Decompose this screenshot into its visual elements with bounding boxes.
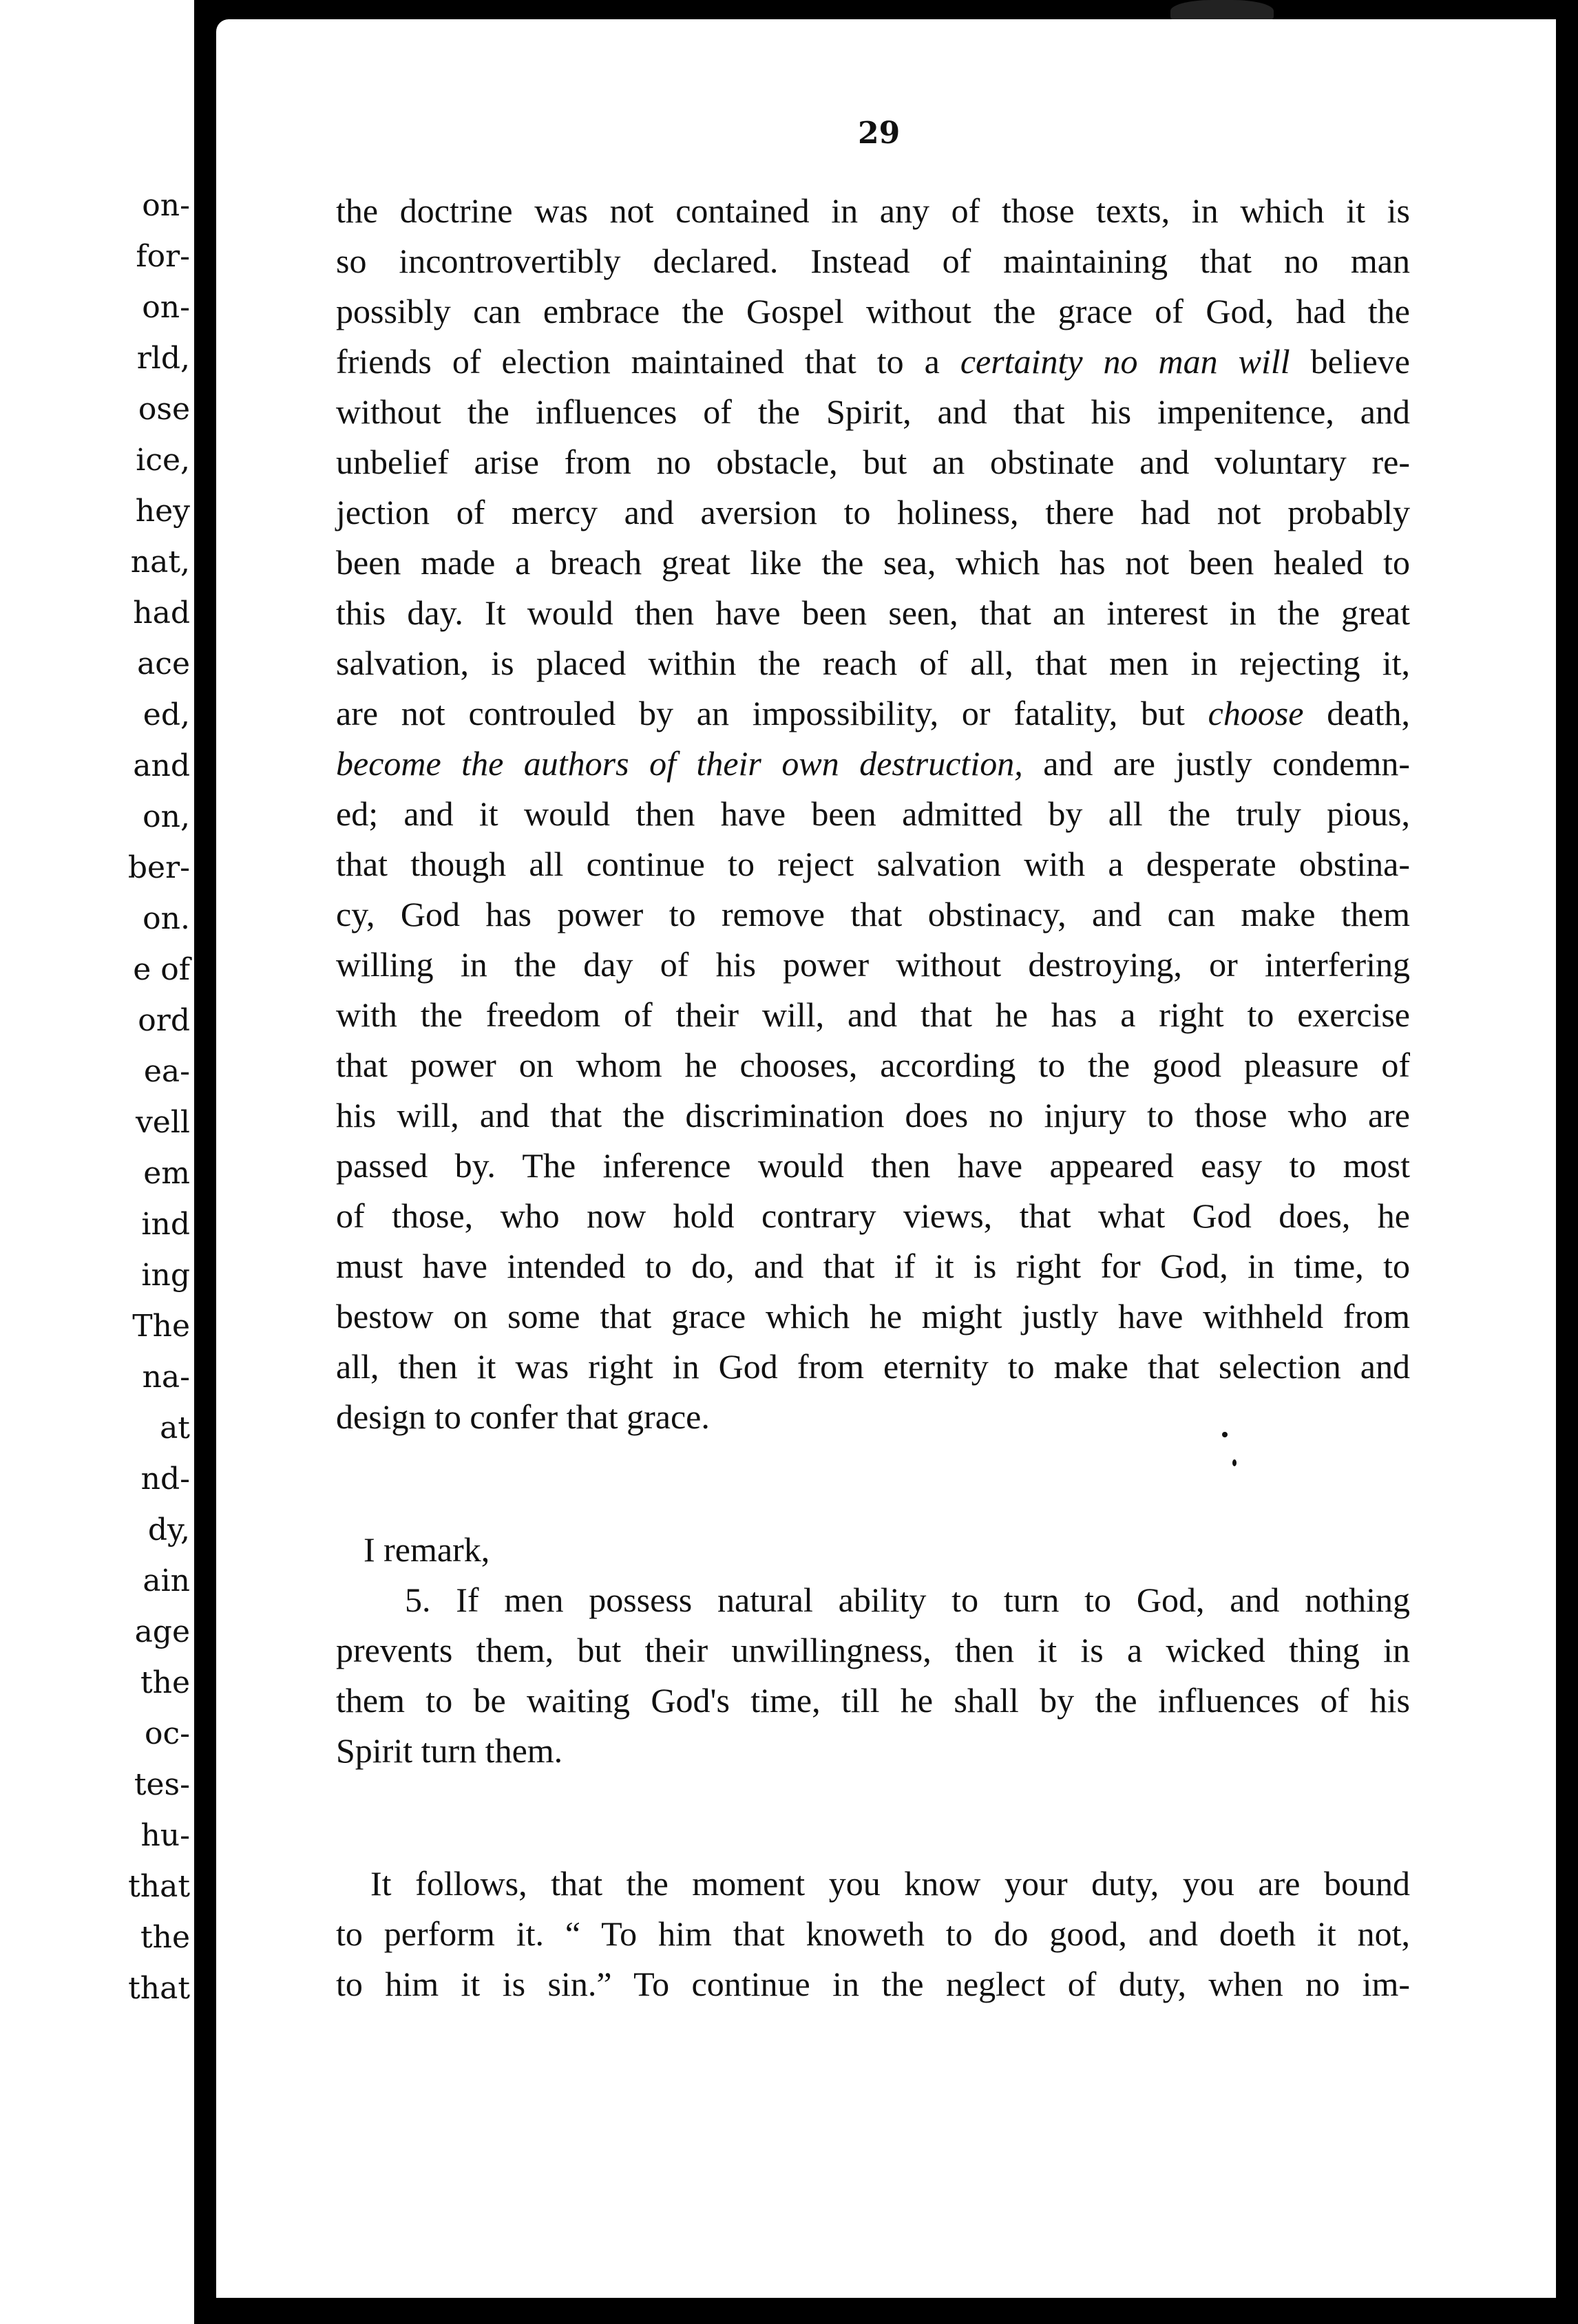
text-line: prevents them, but their unwillingness, then it is a wicked thing in: [336, 1631, 1410, 1669]
left-fragment: hey: [135, 494, 190, 529]
left-fragment: that: [128, 1869, 190, 1904]
page-number: 29: [858, 116, 901, 151]
text-line: his will, and that the discrimination does no injury to those who are: [336, 1096, 1410, 1134]
text-line: with the freedom of their will, and that he has a right to exercise: [336, 995, 1410, 1034]
text-line: unbelief arise from no obstacle, but an obstinate and voluntary re-: [336, 443, 1410, 481]
left-fragment: age: [134, 1614, 190, 1649]
left-fragment: e of: [133, 952, 190, 987]
text-segment: are not controuled by an impossibility, or fatality, but: [336, 694, 1185, 732]
left-fragment: em: [143, 1156, 190, 1191]
left-fragment: vell: [135, 1105, 190, 1140]
left-fragment: nat,: [130, 545, 190, 580]
left-fragment: tes-: [134, 1767, 190, 1802]
left-fragment: dy,: [147, 1512, 190, 1547]
text-line: cy, God has power to remove that obstinacy, and can make them: [336, 895, 1410, 933]
text-line: been made a breach great like the sea, which has not been healed to: [336, 543, 1410, 582]
text-line: ed; and it would then have been admitted by all the truly pious,: [336, 794, 1410, 833]
text-line: bestow on some that grace which he might justly have withheld from: [336, 1297, 1410, 1335]
text-line: so incontrovertibly declared. Instead of maintaining that no man: [336, 242, 1410, 280]
text-line: to him it is sin.” To continue in the neglect of duty, when no im-: [336, 1965, 1410, 2003]
left-fragment: oc-: [145, 1716, 190, 1751]
text-line: It follows, that the moment you know your duty, you are bound: [370, 1864, 1410, 1903]
left-fragment: ace: [137, 646, 190, 682]
text-line: this day. It would then have been seen, that an interest in the great: [336, 593, 1410, 632]
left-fragment: that: [128, 1971, 190, 2006]
text-line: [336, 739, 1410, 789]
text-segment: death,: [1327, 694, 1411, 732]
left-fragment: The: [132, 1309, 190, 1344]
text-segment: and are justly condemn-: [1043, 744, 1410, 783]
left-fragment: hu-: [140, 1818, 190, 1853]
left-fragment: the: [140, 1920, 190, 1955]
left-fragment: for-: [136, 239, 190, 274]
text-line: [336, 337, 1410, 387]
ink-speck: [1232, 1459, 1237, 1466]
left-fragment: ber-: [127, 850, 190, 885]
left-fragment: at: [160, 1411, 190, 1446]
paragraph-gap: [336, 1776, 1410, 1859]
text-line: to perform it. “ To him that knoweth to do good, and doeth it not,: [336, 1914, 1410, 1953]
text-line: of those, who now hold contrary views, that what God does, he: [336, 1196, 1410, 1235]
left-fragment: and: [133, 748, 190, 783]
text-line: without the influences of the Spirit, and that his impenitence, and: [336, 392, 1410, 431]
left-fragment: the: [140, 1665, 190, 1700]
left-fragment: on-: [142, 188, 190, 223]
scan-border: [1556, 0, 1578, 2324]
left-fragment: on,: [143, 799, 190, 834]
text-line: all, then it was right in God from eternity to make that selection and: [336, 1347, 1410, 1386]
text-line: [336, 688, 1410, 739]
left-fragment: on.: [143, 901, 190, 936]
paragraph-gap: [336, 1442, 1410, 1525]
text-line: possibly can embrace the Gospel without the grace of God, had the: [336, 292, 1410, 330]
left-fragment: ind: [141, 1207, 190, 1242]
text-line: the doctrine was not contained in any of those texts, in which it is: [336, 191, 1410, 230]
left-page: [0, 0, 194, 2324]
book-gutter: [194, 0, 216, 2324]
left-fragment: ea-: [143, 1054, 190, 1089]
left-fragment: ain: [143, 1563, 190, 1598]
remark-heading: I remark,: [364, 1530, 490, 1569]
text-segment: friends of election maintained that to a: [336, 342, 940, 381]
left-fragment: ing: [141, 1258, 190, 1293]
left-page-text-fragments: [128, 180, 190, 2014]
text-line: 5. If men possess natural ability to turn to God, and nothing: [405, 1581, 1410, 1619]
italic-text: certainty no man will: [960, 342, 1290, 381]
text-line: Spirit turn them.: [336, 1731, 563, 1770]
ink-speck: [1222, 1432, 1228, 1437]
text-line: them to be waiting God's time, till he shall by the influences of his: [336, 1681, 1410, 1720]
text-line: must have intended to do, and that if it is right for God, in time, to: [336, 1247, 1410, 1285]
italic-text: become the authors of their own destruction,: [336, 744, 1023, 783]
left-fragment: on-: [142, 290, 190, 325]
text-line: willing in the day of his power without destroying, or interfering: [336, 945, 1410, 984]
left-fragment: had: [133, 595, 190, 631]
text-line: salvation, is placed within the reach of all, that men in rejecting it,: [336, 644, 1410, 682]
text-line: that power on whom he chooses, according to the good pleasure of: [336, 1046, 1410, 1084]
left-fragment: na-: [142, 1360, 190, 1395]
left-fragment: rld,: [136, 341, 190, 376]
italic-text: choose: [1208, 694, 1304, 732]
text-line: that though all continue to reject salvation with a desperate obstina-: [336, 845, 1410, 883]
left-fragment: ose: [138, 392, 190, 427]
text-line: design to confer that grace.: [336, 1397, 710, 1436]
left-fragment: ord: [138, 1003, 190, 1038]
text-line: passed by. The inference would then have appeared easy to most: [336, 1146, 1410, 1185]
left-fragment: ice,: [136, 443, 190, 478]
left-fragment: nd-: [140, 1461, 190, 1497]
text-segment: believe: [1310, 342, 1410, 381]
page-body-text: [336, 186, 1410, 2009]
text-line: jection of mercy and aversion to holiness, there had not probably: [336, 493, 1410, 531]
left-fragment: ed,: [143, 697, 190, 732]
